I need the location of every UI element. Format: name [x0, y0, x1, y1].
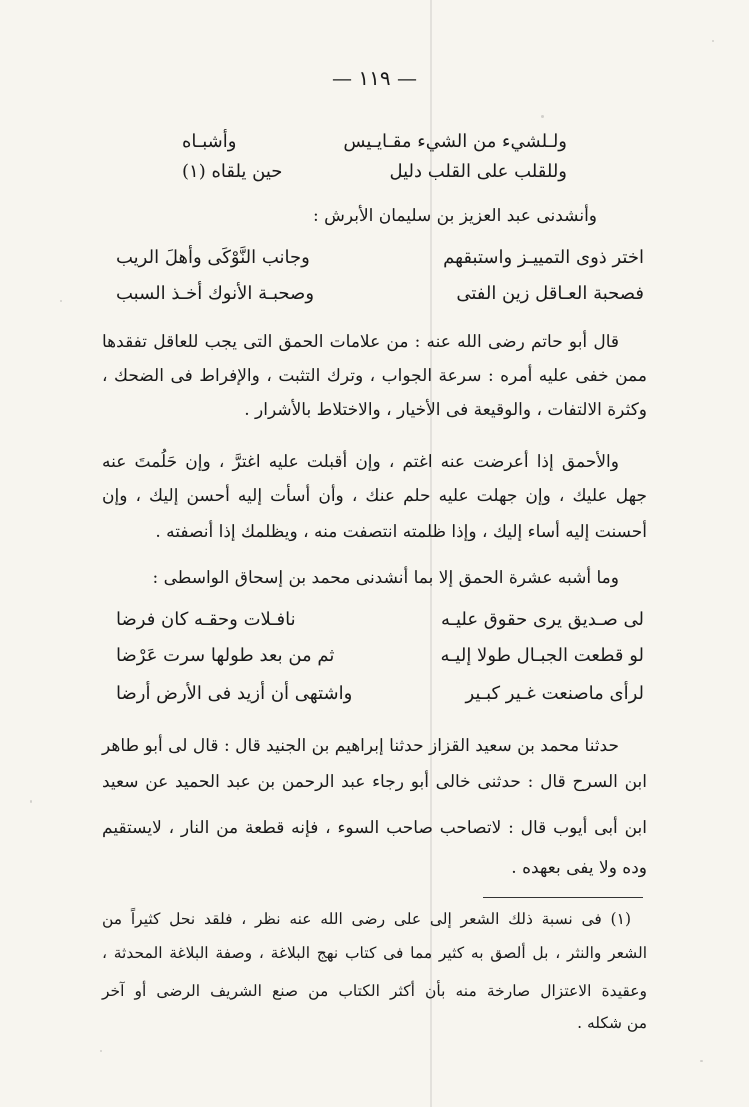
verse-second-half: نافـلات وحقـه كان فرضا: [116, 609, 296, 630]
paragraph-line: ممن خفى عليه أمره : سرعة الجواب ، وترك التثبت ، والإفراط فى الضحك ،: [102, 366, 647, 386]
footnote-line: من شكله .: [577, 1014, 647, 1032]
verse-row: [182, 158, 567, 186]
scan-speck: [712, 40, 714, 42]
paragraph-2: [102, 450, 647, 550]
page-number: — ١١٩ —: [332, 66, 417, 90]
verse-first-half: لو قطعت الجبـال طولا إليـه: [440, 645, 644, 666]
opening-verses: [102, 128, 647, 188]
paragraph-line: ابن السرح قال : حدثنى خالى أبو رجاء عبد الرحمن بن عبد الحميد عن سعيد: [102, 772, 647, 792]
footnote-line: (١) فى نسبة ذلك الشعر إلى على رضى الله عنه نظر ، فلقد نحل كثيراً من: [102, 910, 631, 928]
verse-first-half: ولـلشيء من الشيء مقـايـيس: [343, 131, 567, 152]
footnote: [102, 908, 647, 1038]
verses-group-1: [116, 244, 644, 308]
paragraph-line: حدثنا محمد بن سعيد القزاز حدثنا إبراهيم بن الجنيد قال : قال لى أبو طاهر: [102, 736, 619, 756]
intro-line-2: وما أشبه عشرة الحمق إلا بما أنشدنى محمد بن إسحاق الواسطى :: [152, 568, 619, 588]
verse-second-half: حين يلقاه (١): [182, 161, 283, 182]
paragraph-line: قال أبو حاتم رضى الله عنه : من علامات الحمق التى يجب للعاقل تفقدها: [102, 332, 619, 352]
footnote-line: وعقيدة الاعتزال صارخة منه بأن أكثر الكتاب من صنع الشريف الرضى أو آخر: [102, 982, 647, 1000]
scan-speck: [30, 800, 32, 803]
scan-speck: [100, 1050, 102, 1052]
intro-line: وأنشدنى عبد العزيز بن سليمان الأبرش :: [312, 206, 597, 226]
verse-second-half: واشتهى أن أزيد فى الأرض أرضا: [116, 683, 353, 704]
verse-row: [182, 128, 567, 156]
verse-row: [116, 680, 644, 708]
scan-speck: [541, 115, 544, 118]
verse-row: [116, 280, 644, 308]
paragraph-line: أحسنت إليه أساء إليك ، وإذا ظلمته انتصفت منه ، ويظلمك إذا أنصفته .: [155, 522, 647, 542]
scan-speck: [60, 300, 62, 302]
verses-group-2: [116, 606, 644, 706]
verse-first-half: لى صـديق يرى حقوق عليـه: [441, 609, 644, 630]
scan-speck: [700, 1060, 703, 1062]
verse-second-half: وجانب النَّوْكَى وأهلَ الريب: [116, 247, 310, 268]
verse-first-half: لرأى ماصنعت غـير كبـير: [465, 683, 644, 704]
paragraph-3: [102, 734, 647, 884]
verse-row: [116, 244, 644, 272]
verse-row: [116, 606, 644, 634]
verse-first-half: وللقلب على القلب دليل: [389, 161, 567, 182]
paragraph-line: وده ولا يفى بعهده .: [511, 858, 647, 878]
footnote-rule: [483, 897, 643, 898]
paragraph-line: جهل عليك ، وإن جهلت عليه حلم عنك ، وأن أسأت إليه أحسن إليك ، وإن: [102, 486, 647, 506]
verse-second-half: ثم من بعد طولها سرت عَرْضا: [116, 645, 335, 666]
paragraph-1: [102, 330, 647, 430]
intro-line-block: [102, 204, 647, 230]
paragraph-line: ابن أبى أيوب قال : لاتصاحب صاحب السوء ، فإنه قطعة من النار ، لايستقيم: [102, 818, 647, 838]
verse-first-half: فصحبة العـاقل زين الفتى: [456, 283, 644, 304]
verse-first-half: اختر ذوى التمييـز واستبقهم: [443, 247, 644, 268]
footnote-line: الشعر والنثر ، بل ألصق به كثير مما فى كتاب نهج البلاغة ، وصفة البلاغة المحدثة ،: [102, 944, 647, 962]
paragraph-line: والأحمق إذا أعرضت عنه اغتم ، وإن أقبلت عليه اغترَّ ، وإن حَلُمتَ عنه: [102, 452, 619, 472]
verse-second-half: وأشبـاه: [182, 131, 237, 152]
verse-second-half: وصحبـة الأنوك أخـذ السبب: [116, 283, 315, 304]
verse-row: [116, 642, 644, 670]
intro-line-2-block: [102, 566, 647, 592]
paragraph-line: وكثرة الالتفات ، والوقيعة فى الأخيار ، والاختلاط بالأشرار .: [244, 400, 647, 420]
